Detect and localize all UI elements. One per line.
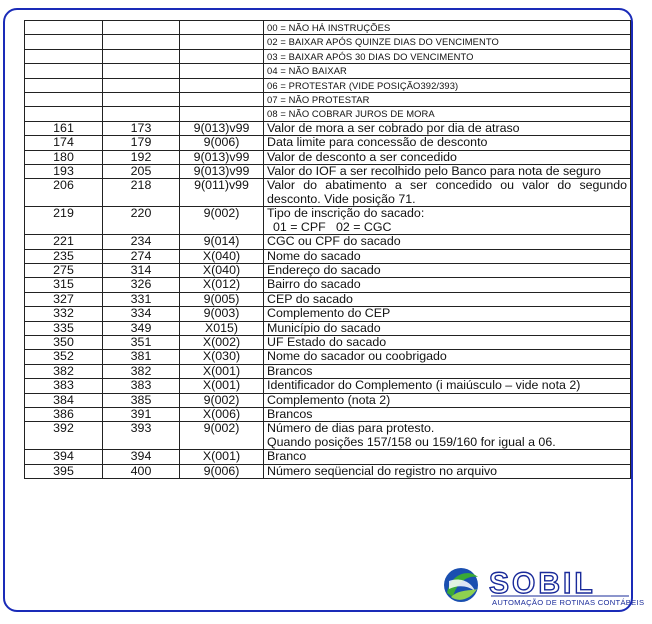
table-row [25,150,631,164]
description-cell [264,364,631,378]
end-position-cell: 381 [103,350,180,364]
table-row [25,350,631,364]
picture-format-cell: X(002) [180,335,264,349]
start-position-cell [25,49,103,63]
description-text: Complemento (nota 2) [267,392,391,407]
sobil-wordmark: SOBIL [489,567,596,600]
start-position-cell: 161 [25,121,103,135]
description-text: Tipo de inscrição do sacado: [267,206,425,221]
end-position-cell: 192 [103,150,180,164]
end-position-cell [103,35,180,49]
table-row [25,407,631,421]
table-row [25,422,631,450]
picture-format-cell: X(001) [180,450,264,464]
picture-format-cell: X(001) [180,379,264,393]
table-row [25,263,631,277]
description-text: 03 = BAIXAR APÓS 30 DIAS DO VENCIMENTO [267,50,474,62]
table-row [25,35,631,49]
start-position-cell: 206 [25,179,103,207]
table-row [25,21,631,35]
table-body [25,21,631,479]
start-position-cell [25,35,103,49]
description-cell [264,292,631,306]
start-position-cell: 383 [25,379,103,393]
picture-format-cell: 9(011)v99 [180,179,264,207]
start-position-cell [25,64,103,78]
picture-format-cell [180,78,264,92]
end-position-cell: 400 [103,464,180,478]
description-text: Bairro do sacado [267,277,361,292]
description-cell [264,422,631,450]
table-row [25,93,631,107]
description-cell [264,35,631,49]
table-row [25,450,631,464]
start-position-cell [25,78,103,92]
end-position-cell [103,78,180,92]
start-position-cell: 332 [25,307,103,321]
description-text: Branco [267,449,307,464]
table-row [25,78,631,92]
start-position-cell: 275 [25,263,103,277]
description-text: Valor de mora a ser cobrado por dia de atraso [267,120,520,135]
picture-format-cell: 9(013)v99 [180,165,264,179]
table-row [25,64,631,78]
table-row [25,321,631,335]
description-cell [264,450,631,464]
description-text: Brancos [267,363,313,378]
start-position-cell: 352 [25,350,103,364]
picture-format-cell: 9(002) [180,422,264,450]
end-position-cell: 394 [103,450,180,464]
end-position-cell: 179 [103,136,180,150]
description-cell [264,335,631,349]
description-text: CEP do sacado [267,291,353,306]
table-row [25,136,631,150]
end-position-cell [103,21,180,35]
start-position-cell: 335 [25,321,103,335]
description-cell [264,407,631,421]
picture-format-cell: X(012) [180,278,264,292]
picture-format-cell: 9(003) [180,307,264,321]
description-cell [264,249,631,263]
picture-format-cell [180,35,264,49]
picture-format-cell: 9(006) [180,136,264,150]
start-position-cell: 384 [25,393,103,407]
end-position-cell: 314 [103,263,180,277]
table-row [25,107,631,121]
description-text: 04 = NÃO BAIXAR [267,65,347,77]
picture-format-cell: 9(013)v99 [180,121,264,135]
description-text: Nome do sacador ou coobrigado [267,349,447,364]
start-position-cell: 394 [25,450,103,464]
end-position-cell: 334 [103,307,180,321]
end-position-cell: 218 [103,179,180,207]
description-cell [264,350,631,364]
end-position-cell: 274 [103,249,180,263]
start-position-cell [25,107,103,121]
description-text: Município do sacado [267,320,381,335]
description-cell [264,21,631,35]
table-row [25,364,631,378]
description-cell [264,278,631,292]
description-text-line2: 01 = CPF 02 = CGC [273,219,392,234]
start-position-cell: 180 [25,150,103,164]
picture-format-cell: 9(006) [180,464,264,478]
description-cell [264,179,631,207]
end-position-cell: 385 [103,393,180,407]
description-text: Nome do sacado [267,248,361,263]
picture-format-cell: 9(014) [180,235,264,249]
description-text: Identificador do Complemento (i maiúsculo – vide nota 2) [267,378,581,393]
description-cell [264,64,631,78]
description-text: 08 = NÃO COBRAR JUROS DE MORA [267,108,435,120]
end-position-cell: 382 [103,364,180,378]
description-text: Brancos [267,406,313,421]
start-position-cell: 219 [25,207,103,235]
description-cell [264,321,631,335]
picture-format-cell: X015) [180,321,264,335]
description-cell [264,235,631,249]
start-position-cell [25,21,103,35]
picture-format-cell [180,107,264,121]
end-position-cell: 234 [103,235,180,249]
end-position-cell: 383 [103,379,180,393]
table-row [25,278,631,292]
sobil-emblem-icon [444,568,478,602]
description-text: UF Estado do sacado [267,334,387,349]
end-position-cell [103,64,180,78]
description-text: Complemento do CEP [267,306,391,321]
end-position-cell: 173 [103,121,180,135]
start-position-cell: 235 [25,249,103,263]
description-cell [264,150,631,164]
table-row [25,249,631,263]
end-position-cell: 349 [103,321,180,335]
end-position-cell: 331 [103,292,180,306]
description-cell [264,263,631,277]
description-text: CGC ou CPF do sacado [267,234,401,249]
description-cell [264,464,631,478]
start-position-cell: 193 [25,165,103,179]
table-row [25,179,631,207]
picture-format-cell: X(006) [180,407,264,421]
picture-format-cell [180,21,264,35]
end-position-cell: 351 [103,335,180,349]
table-row [25,49,631,63]
description-text: 07 = NÃO PROTESTAR [267,94,370,106]
end-position-cell: 220 [103,207,180,235]
picture-format-cell: X(030) [180,350,264,364]
start-position-cell: 315 [25,278,103,292]
picture-format-cell: X(001) [180,364,264,378]
end-position-cell [103,107,180,121]
description-cell [264,121,631,135]
start-position-cell: 221 [25,235,103,249]
description-cell [264,49,631,63]
description-cell [264,165,631,179]
picture-format-cell: 9(002) [180,207,264,235]
start-position-cell: 395 [25,464,103,478]
description-text: Endereço do sacado [267,262,381,277]
start-position-cell: 386 [25,407,103,421]
description-text: Valor de desconto a ser concedido [267,149,457,164]
end-position-cell [103,49,180,63]
picture-format-cell: 9(013)v99 [180,150,264,164]
start-position-cell: 392 [25,422,103,450]
table-row [25,464,631,478]
table-row [25,207,631,235]
description-text: Valor do IOF a ser recolhido pelo Banco para nota de seguro [267,164,601,179]
description-cell [264,207,631,235]
description-text: Data limite para concessão de desconto [267,135,488,150]
table-row [25,292,631,306]
description-cell [264,393,631,407]
start-position-cell: 382 [25,364,103,378]
description-cell [264,379,631,393]
start-position-cell: 350 [25,335,103,349]
end-position-cell: 393 [103,422,180,450]
picture-format-cell [180,64,264,78]
description-text-line2: Quando posições 157/158 ou 159/160 for igual a 06. [267,434,556,449]
end-position-cell [103,93,180,107]
picture-format-cell: X(040) [180,263,264,277]
start-position-cell: 174 [25,136,103,150]
description-cell [264,93,631,107]
table-row [25,121,631,135]
picture-format-cell [180,49,264,63]
logo-tagline: AUTOMAÇÃO DE ROTINAS CONTÁBEIS [492,598,645,607]
picture-format-cell: 9(005) [180,292,264,306]
picture-format-cell: 9(002) [180,393,264,407]
table-row [25,235,631,249]
table-row [25,379,631,393]
description-cell [264,78,631,92]
start-position-cell: 327 [25,292,103,306]
description-text: 06 = PROTESTAR (VIDE POSIÇÃO392/393) [267,79,459,91]
description-cell [264,107,631,121]
description-text: 02 = BAIXAR APÓS QUINZE DIAS DO VENCIMENTO [267,36,499,48]
start-position-cell [25,93,103,107]
description-cell [264,136,631,150]
end-position-cell: 391 [103,407,180,421]
description-text: Número seqüencial do registro no arquivo [267,463,498,478]
picture-format-cell: X(040) [180,249,264,263]
table-row [25,165,631,179]
picture-format-cell [180,93,264,107]
description-text: Número de dias para protesto. [267,421,435,436]
description-text: 00 = NÃO HÁ INSTRUÇÕES [267,22,391,33]
table-row [25,307,631,321]
end-position-cell: 205 [103,165,180,179]
table-row [25,335,631,349]
table-row [25,393,631,407]
description-text: Valor do abatimento a ser concedido ou valor do segundo desconto. Vide posição 71. [267,178,627,206]
description-cell [264,307,631,321]
end-position-cell: 326 [103,278,180,292]
record-layout-table [24,20,631,479]
